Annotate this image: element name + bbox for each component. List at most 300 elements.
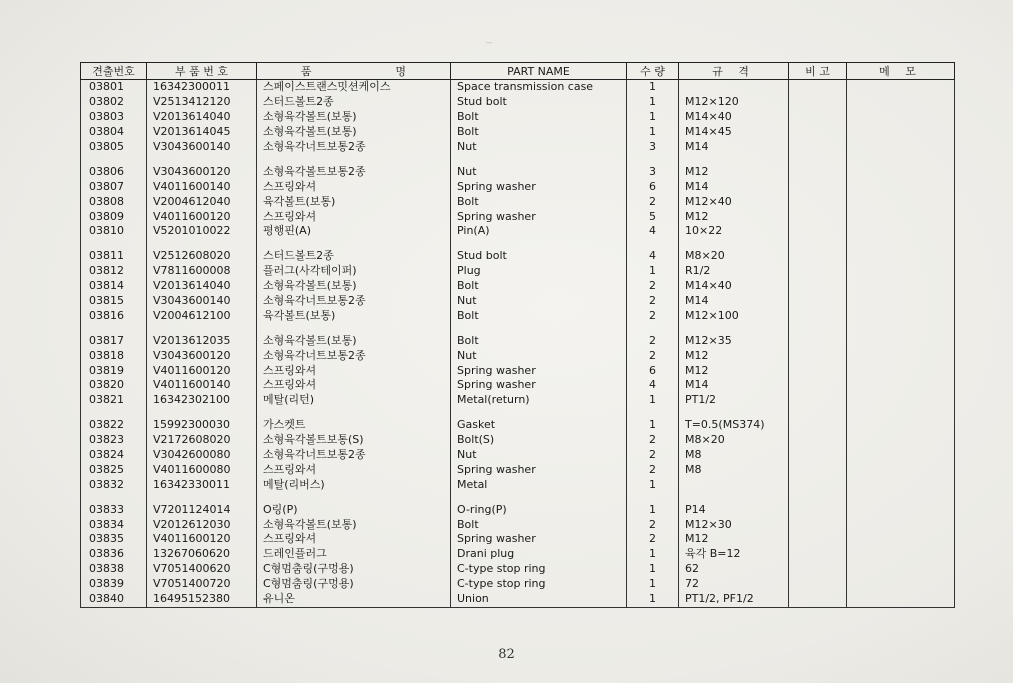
spec-cell: M8 bbox=[679, 462, 789, 477]
part-name-cell: Pin(A) bbox=[451, 224, 627, 239]
index-no-cell: 03810 bbox=[81, 224, 147, 239]
header-remarks: 비 고 bbox=[789, 63, 847, 80]
table-row bbox=[81, 209, 955, 224]
korean-name-cell: C형멈춤링(구멍용) bbox=[257, 577, 451, 592]
part-no-cell: V3043600140 bbox=[147, 140, 257, 155]
part-name-cell: O-ring(P) bbox=[451, 502, 627, 517]
spacer-cell bbox=[257, 154, 451, 164]
korean-name-cell: 소형육각볼트(보통) bbox=[257, 517, 451, 532]
part-no-cell: V3043600120 bbox=[147, 348, 257, 363]
korean-name-cell: 육각볼트(보통) bbox=[257, 194, 451, 209]
quantity-cell: 2 bbox=[627, 308, 679, 323]
part-no-cell: V2012612030 bbox=[147, 517, 257, 532]
korean-name-cell: 스페이스트랜스밋션케이스 bbox=[257, 80, 451, 95]
table-row bbox=[81, 294, 955, 309]
part-no-cell: 13267060620 bbox=[147, 547, 257, 562]
index-no-cell: 03812 bbox=[81, 264, 147, 279]
quantity-cell: 2 bbox=[627, 517, 679, 532]
table-row bbox=[81, 577, 955, 592]
memo-cell bbox=[847, 592, 955, 607]
quantity-cell: 6 bbox=[627, 363, 679, 378]
part-name-cell: Union bbox=[451, 592, 627, 607]
korean-name-cell: 스프링와셔 bbox=[257, 363, 451, 378]
spacer-cell bbox=[627, 408, 679, 418]
memo-cell bbox=[847, 448, 955, 463]
memo-cell bbox=[847, 502, 955, 517]
part-no-cell: V2512608020 bbox=[147, 249, 257, 264]
index-no-cell: 03836 bbox=[81, 547, 147, 562]
index-no-cell: 03802 bbox=[81, 95, 147, 110]
remarks-cell bbox=[789, 378, 847, 393]
spacer-cell bbox=[847, 239, 955, 249]
spacer-cell bbox=[257, 408, 451, 418]
index-no-cell: 03839 bbox=[81, 577, 147, 592]
spec-cell: M14×40 bbox=[679, 110, 789, 125]
korean-name-cell: 소형육각너트보통2종 bbox=[257, 294, 451, 309]
remarks-cell bbox=[789, 264, 847, 279]
index-no-cell: 03832 bbox=[81, 477, 147, 492]
quantity-cell: 1 bbox=[627, 95, 679, 110]
part-name-cell: Drani plug bbox=[451, 547, 627, 562]
remarks-cell bbox=[789, 592, 847, 607]
table-row bbox=[81, 592, 955, 607]
remarks-cell bbox=[789, 224, 847, 239]
index-no-cell: 03803 bbox=[81, 110, 147, 125]
index-no-cell: 03807 bbox=[81, 179, 147, 194]
part-name-cell: Stud bolt bbox=[451, 95, 627, 110]
korean-name-cell: 유니온 bbox=[257, 592, 451, 607]
remarks-cell bbox=[789, 194, 847, 209]
korean-name-cell: 육각볼트(보통) bbox=[257, 308, 451, 323]
korean-name-cell: 드레인플러그 bbox=[257, 547, 451, 562]
spec-cell: M12×30 bbox=[679, 517, 789, 532]
table-row bbox=[81, 532, 955, 547]
korean-name-cell: 소형육각볼트보통(S) bbox=[257, 433, 451, 448]
spec-cell: M8×20 bbox=[679, 433, 789, 448]
part-no-cell: V3042600080 bbox=[147, 448, 257, 463]
parts-list-sheet bbox=[80, 62, 954, 634]
spacer-cell bbox=[451, 154, 627, 164]
remarks-cell bbox=[789, 477, 847, 492]
spec-cell: M12 bbox=[679, 348, 789, 363]
quantity-cell: 1 bbox=[627, 125, 679, 140]
quantity-cell: 4 bbox=[627, 224, 679, 239]
spec-cell: M12 bbox=[679, 209, 789, 224]
spacer-cell bbox=[81, 408, 147, 418]
spec-cell: M12×120 bbox=[679, 95, 789, 110]
part-name-cell: Metal bbox=[451, 477, 627, 492]
index-no-cell: 03835 bbox=[81, 532, 147, 547]
quantity-cell: 4 bbox=[627, 249, 679, 264]
spec-cell: M14 bbox=[679, 378, 789, 393]
table-row bbox=[81, 308, 955, 323]
table-row bbox=[81, 164, 955, 179]
table-row bbox=[81, 517, 955, 532]
group-spacer bbox=[81, 239, 955, 249]
part-name-cell: Bolt bbox=[451, 279, 627, 294]
korean-name-cell: 스프링와셔 bbox=[257, 179, 451, 194]
group-spacer bbox=[81, 408, 955, 418]
table-row bbox=[81, 179, 955, 194]
part-name-cell: Spring washer bbox=[451, 179, 627, 194]
spacer-cell bbox=[257, 492, 451, 502]
part-name-cell: Bolt bbox=[451, 125, 627, 140]
part-name-cell: C-type stop ring bbox=[451, 562, 627, 577]
memo-cell bbox=[847, 110, 955, 125]
spec-cell: 62 bbox=[679, 562, 789, 577]
quantity-cell: 1 bbox=[627, 80, 679, 95]
remarks-cell bbox=[789, 333, 847, 348]
part-no-cell: V2513412120 bbox=[147, 95, 257, 110]
part-name-cell: Bolt bbox=[451, 517, 627, 532]
part-no-cell: V2004612100 bbox=[147, 308, 257, 323]
table-row bbox=[81, 264, 955, 279]
table-row bbox=[81, 80, 955, 95]
index-no-cell: 03815 bbox=[81, 294, 147, 309]
table-row bbox=[81, 363, 955, 378]
memo-cell bbox=[847, 279, 955, 294]
spacer-cell bbox=[679, 323, 789, 333]
memo-cell bbox=[847, 164, 955, 179]
spacer-cell bbox=[847, 492, 955, 502]
remarks-cell bbox=[789, 393, 847, 408]
part-no-cell: V2013614040 bbox=[147, 279, 257, 294]
table-row bbox=[81, 194, 955, 209]
korean-name-cell: 소형육각볼트(보통) bbox=[257, 125, 451, 140]
spacer-cell bbox=[147, 154, 257, 164]
header-korean-name bbox=[257, 63, 451, 80]
memo-cell bbox=[847, 378, 955, 393]
table-row bbox=[81, 249, 955, 264]
korean-name-cell: 소형육각너트보통2종 bbox=[257, 140, 451, 155]
part-no-cell: 15992300030 bbox=[147, 418, 257, 433]
korean-name-cell: 스프링와셔 bbox=[257, 462, 451, 477]
table-row bbox=[81, 502, 955, 517]
index-no-cell: 03809 bbox=[81, 209, 147, 224]
part-name-cell: C-type stop ring bbox=[451, 577, 627, 592]
spacer-cell bbox=[451, 408, 627, 418]
table-row bbox=[81, 547, 955, 562]
remarks-cell bbox=[789, 418, 847, 433]
spacer-cell bbox=[679, 239, 789, 249]
memo-cell bbox=[847, 194, 955, 209]
group-spacer bbox=[81, 492, 955, 502]
part-name-cell: Nut bbox=[451, 294, 627, 309]
header-memo: 메 모 bbox=[847, 63, 955, 80]
part-name-cell: Bolt bbox=[451, 110, 627, 125]
index-no-cell: 03814 bbox=[81, 279, 147, 294]
spacer-cell bbox=[789, 408, 847, 418]
quantity-cell: 6 bbox=[627, 179, 679, 194]
part-name-cell: Stud bolt bbox=[451, 249, 627, 264]
quantity-cell: 1 bbox=[627, 110, 679, 125]
part-no-cell: V7811600008 bbox=[147, 264, 257, 279]
spacer-cell bbox=[789, 239, 847, 249]
quantity-cell: 2 bbox=[627, 294, 679, 309]
korean-name-cell: 스프링와셔 bbox=[257, 209, 451, 224]
part-name-cell: Spring washer bbox=[451, 378, 627, 393]
part-no-cell: V2013614045 bbox=[147, 125, 257, 140]
part-no-cell: V7201124014 bbox=[147, 502, 257, 517]
memo-cell bbox=[847, 562, 955, 577]
spacer-cell bbox=[789, 323, 847, 333]
memo-cell bbox=[847, 547, 955, 562]
remarks-cell bbox=[789, 577, 847, 592]
index-no-cell: 03833 bbox=[81, 502, 147, 517]
memo-cell bbox=[847, 462, 955, 477]
spec-cell: P14 bbox=[679, 502, 789, 517]
table-body bbox=[81, 80, 955, 608]
quantity-cell: 2 bbox=[627, 448, 679, 463]
spec-cell: M8 bbox=[679, 448, 789, 463]
part-name-cell: Bolt(S) bbox=[451, 433, 627, 448]
spec-cell: M12 bbox=[679, 164, 789, 179]
parts-table bbox=[80, 62, 955, 608]
quantity-cell: 2 bbox=[627, 194, 679, 209]
remarks-cell bbox=[789, 348, 847, 363]
part-no-cell: V2013612035 bbox=[147, 333, 257, 348]
header-korean-name-a: 품 bbox=[300, 65, 312, 78]
quantity-cell: 1 bbox=[627, 477, 679, 492]
spec-cell: M14 bbox=[679, 294, 789, 309]
part-name-cell: Nut bbox=[451, 348, 627, 363]
quantity-cell: 1 bbox=[627, 418, 679, 433]
remarks-cell bbox=[789, 179, 847, 194]
quantity-cell: 2 bbox=[627, 279, 679, 294]
quantity-cell: 1 bbox=[627, 502, 679, 517]
table-row bbox=[81, 95, 955, 110]
header-spec: 규 격 bbox=[679, 63, 789, 80]
spacer-cell bbox=[847, 323, 955, 333]
spec-cell: 10×22 bbox=[679, 224, 789, 239]
memo-cell bbox=[847, 393, 955, 408]
index-no-cell: 03801 bbox=[81, 80, 147, 95]
index-no-cell: 03823 bbox=[81, 433, 147, 448]
memo-cell bbox=[847, 179, 955, 194]
group-spacer bbox=[81, 323, 955, 333]
index-no-cell: 03822 bbox=[81, 418, 147, 433]
index-no-cell: 03840 bbox=[81, 592, 147, 607]
korean-name-cell: 스프링와셔 bbox=[257, 532, 451, 547]
remarks-cell bbox=[789, 363, 847, 378]
quantity-cell: 3 bbox=[627, 164, 679, 179]
memo-cell bbox=[847, 348, 955, 363]
memo-cell bbox=[847, 532, 955, 547]
part-no-cell: V2013614040 bbox=[147, 110, 257, 125]
spec-cell: M14×45 bbox=[679, 125, 789, 140]
spec-cell: M12×35 bbox=[679, 333, 789, 348]
memo-cell bbox=[847, 294, 955, 309]
index-no-cell: 03817 bbox=[81, 333, 147, 348]
index-no-cell: 03838 bbox=[81, 562, 147, 577]
korean-name-cell: 소형육각볼트(보통) bbox=[257, 279, 451, 294]
part-name-cell: Plug bbox=[451, 264, 627, 279]
memo-cell bbox=[847, 125, 955, 140]
korean-name-cell: 소형육각너트보통2종 bbox=[257, 348, 451, 363]
quantity-cell: 1 bbox=[627, 547, 679, 562]
part-no-cell: V7051400720 bbox=[147, 577, 257, 592]
spacer-cell bbox=[451, 239, 627, 249]
korean-name-cell: 메탈(리턴) bbox=[257, 393, 451, 408]
memo-cell bbox=[847, 333, 955, 348]
quantity-cell: 3 bbox=[627, 140, 679, 155]
quantity-cell: 1 bbox=[627, 562, 679, 577]
memo-cell bbox=[847, 308, 955, 323]
index-no-cell: 03804 bbox=[81, 125, 147, 140]
quantity-cell: 1 bbox=[627, 592, 679, 607]
part-name-cell: Metal(return) bbox=[451, 393, 627, 408]
part-no-cell: V4011600120 bbox=[147, 209, 257, 224]
remarks-cell bbox=[789, 502, 847, 517]
remarks-cell bbox=[789, 164, 847, 179]
spacer-cell bbox=[81, 239, 147, 249]
remarks-cell bbox=[789, 433, 847, 448]
spec-cell bbox=[679, 477, 789, 492]
part-name-cell: Gasket bbox=[451, 418, 627, 433]
part-name-cell: Nut bbox=[451, 140, 627, 155]
index-no-cell: 03819 bbox=[81, 363, 147, 378]
remarks-cell bbox=[789, 209, 847, 224]
part-no-cell: V2172608020 bbox=[147, 433, 257, 448]
index-no-cell: 03818 bbox=[81, 348, 147, 363]
remarks-cell bbox=[789, 80, 847, 95]
remarks-cell bbox=[789, 125, 847, 140]
spacer-cell bbox=[679, 492, 789, 502]
memo-cell bbox=[847, 80, 955, 95]
korean-name-cell: 소형육각너트보통2종 bbox=[257, 448, 451, 463]
remarks-cell bbox=[789, 95, 847, 110]
quantity-cell: 2 bbox=[627, 462, 679, 477]
header-part-no: 부 품 번 호 bbox=[147, 63, 257, 80]
korean-name-cell: 소형육각볼트(보통) bbox=[257, 110, 451, 125]
spacer-cell bbox=[627, 323, 679, 333]
index-no-cell: 03806 bbox=[81, 164, 147, 179]
index-no-cell: 03811 bbox=[81, 249, 147, 264]
header-part-name: PART NAME bbox=[451, 63, 627, 80]
spec-cell: M14×40 bbox=[679, 279, 789, 294]
index-no-cell: 03821 bbox=[81, 393, 147, 408]
remarks-cell bbox=[789, 517, 847, 532]
bleed-mark: ~ bbox=[485, 38, 494, 49]
header-quantity: 수 량 bbox=[627, 63, 679, 80]
quantity-cell: 2 bbox=[627, 348, 679, 363]
index-no-cell: 03816 bbox=[81, 308, 147, 323]
spacer-cell bbox=[627, 492, 679, 502]
memo-cell bbox=[847, 477, 955, 492]
spacer-cell bbox=[147, 408, 257, 418]
part-no-cell: V2004612040 bbox=[147, 194, 257, 209]
quantity-cell: 4 bbox=[627, 378, 679, 393]
korean-name-cell: 스터드볼트2종 bbox=[257, 249, 451, 264]
remarks-cell bbox=[789, 547, 847, 562]
spec-cell: M12×40 bbox=[679, 194, 789, 209]
part-name-cell: Bolt bbox=[451, 194, 627, 209]
spacer-cell bbox=[147, 239, 257, 249]
index-no-cell: 03820 bbox=[81, 378, 147, 393]
part-no-cell: 16342300011 bbox=[147, 80, 257, 95]
memo-cell bbox=[847, 209, 955, 224]
spacer-cell bbox=[81, 154, 147, 164]
spacer-cell bbox=[789, 492, 847, 502]
remarks-cell bbox=[789, 110, 847, 125]
spec-cell: M14 bbox=[679, 140, 789, 155]
table-row bbox=[81, 125, 955, 140]
table-header bbox=[81, 63, 955, 80]
index-no-cell: 03808 bbox=[81, 194, 147, 209]
memo-cell bbox=[847, 249, 955, 264]
memo-cell bbox=[847, 577, 955, 592]
table-row bbox=[81, 477, 955, 492]
table-row bbox=[81, 333, 955, 348]
quantity-cell: 1 bbox=[627, 264, 679, 279]
part-name-cell: Spring washer bbox=[451, 462, 627, 477]
remarks-cell bbox=[789, 279, 847, 294]
spacer-cell bbox=[147, 323, 257, 333]
memo-cell bbox=[847, 140, 955, 155]
header-korean-name-b: 명 bbox=[395, 65, 407, 78]
memo-cell bbox=[847, 224, 955, 239]
table-row bbox=[81, 224, 955, 239]
spec-cell: 72 bbox=[679, 577, 789, 592]
index-no-cell: 03834 bbox=[81, 517, 147, 532]
spacer-cell bbox=[847, 154, 955, 164]
korean-name-cell: 스터드볼트2종 bbox=[257, 95, 451, 110]
part-name-cell: Space transmission case bbox=[451, 80, 627, 95]
spacer-cell bbox=[81, 323, 147, 333]
spec-cell: PT1/2, PF1/2 bbox=[679, 592, 789, 607]
korean-name-cell: 메탈(리버스) bbox=[257, 477, 451, 492]
part-no-cell: V5201010022 bbox=[147, 224, 257, 239]
remarks-cell bbox=[789, 462, 847, 477]
part-name-cell: Bolt bbox=[451, 333, 627, 348]
korean-name-cell: 스프링와셔 bbox=[257, 378, 451, 393]
spacer-cell bbox=[451, 323, 627, 333]
part-no-cell: 16495152380 bbox=[147, 592, 257, 607]
part-name-cell: Spring washer bbox=[451, 532, 627, 547]
spacer-cell bbox=[627, 239, 679, 249]
spec-cell: M12 bbox=[679, 363, 789, 378]
spacer-cell bbox=[257, 323, 451, 333]
spacer-cell bbox=[451, 492, 627, 502]
spacer-cell bbox=[847, 408, 955, 418]
spacer-cell bbox=[147, 492, 257, 502]
remarks-cell bbox=[789, 249, 847, 264]
memo-cell bbox=[847, 363, 955, 378]
memo-cell bbox=[847, 517, 955, 532]
table-row bbox=[81, 462, 955, 477]
spec-cell: M12 bbox=[679, 532, 789, 547]
spacer-cell bbox=[789, 154, 847, 164]
header-index-no: 견출번호 bbox=[81, 63, 147, 80]
spec-cell: M14 bbox=[679, 179, 789, 194]
remarks-cell bbox=[789, 294, 847, 309]
table-row bbox=[81, 448, 955, 463]
part-no-cell: 16342302100 bbox=[147, 393, 257, 408]
remarks-cell bbox=[789, 532, 847, 547]
table-row bbox=[81, 110, 955, 125]
remarks-cell bbox=[789, 140, 847, 155]
part-no-cell: V4011600140 bbox=[147, 378, 257, 393]
spec-cell: M8×20 bbox=[679, 249, 789, 264]
table-row bbox=[81, 433, 955, 448]
part-no-cell: V4011600080 bbox=[147, 462, 257, 477]
remarks-cell bbox=[789, 562, 847, 577]
korean-name-cell: 평행핀(A) bbox=[257, 224, 451, 239]
spec-cell: R1/2 bbox=[679, 264, 789, 279]
table-row bbox=[81, 393, 955, 408]
spacer-cell bbox=[679, 408, 789, 418]
spacer-cell bbox=[81, 492, 147, 502]
